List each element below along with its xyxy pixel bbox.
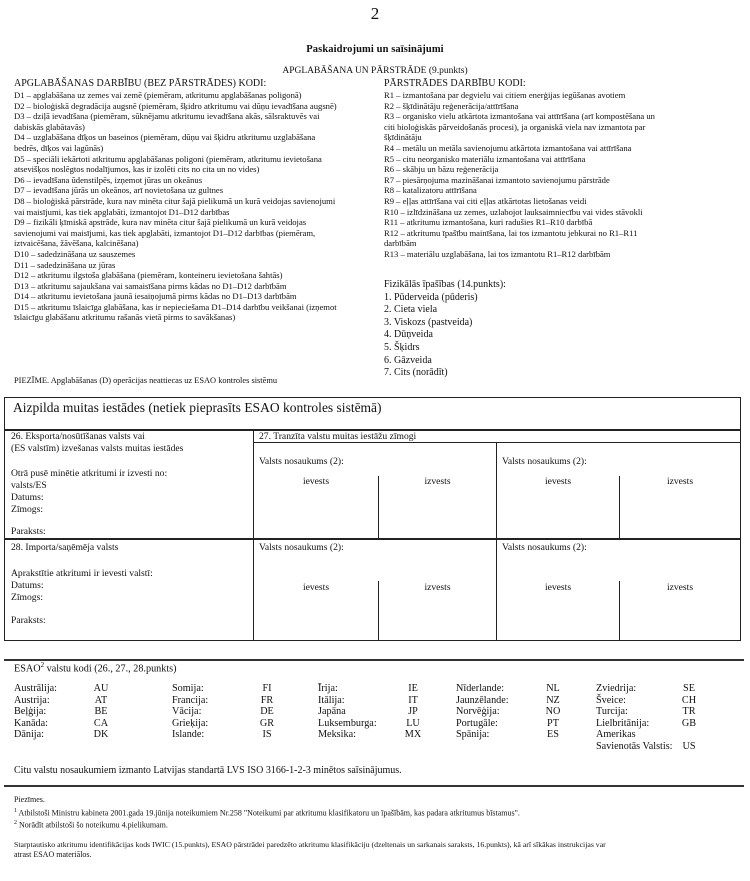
disposal-code-line: savienojumi vai maisījumi, kas tiek apglabāti, izmantojot D1–D12 darbības (piemēram,	[14, 227, 316, 238]
disposal-code-line: īslaicīgu glabāšanu atkritumu rašanās vietā pirms to savākšanas)	[14, 312, 236, 323]
recovery-code-line: R8 – katalizatoru attīrīšana	[384, 185, 477, 196]
country-name: Vācija:	[172, 706, 202, 718]
box27-out-2[interactable]: izvests	[666, 476, 694, 487]
country-name: Grieķija:	[172, 717, 209, 729]
box28-imported-to: Aprakstītie atkritumi ir ievesti valstī:	[11, 568, 153, 579]
divider	[496, 442, 497, 640]
physical-list	[384, 292, 634, 380]
country-code: JP	[408, 706, 418, 718]
box27-label: 27. Tranzīta valstu muitas iestāžu zīmogi	[259, 431, 417, 442]
country-name: Jaunzēlande:	[456, 694, 509, 706]
country-code: AT	[94, 694, 108, 706]
country-name: Kanāda:	[14, 717, 48, 729]
country-name: Portugāle:	[456, 717, 498, 729]
disposal-code-line: vai maisījumi, kas tiek apglabāti, izmantojot D1–D12 darbības	[14, 206, 230, 217]
disposal-code-line: D1 – apglabāšana uz zemes vai zemē (piemēram, atkritumu apglabāšanas poligonā)	[14, 90, 302, 100]
recovery-code-line: R1 – izmantošana par degvielu vai citiem enerģijas iegūšanas avotiem	[384, 90, 626, 100]
country-name: Šveice:	[596, 694, 626, 706]
footnote-ref: 2	[40, 661, 45, 669]
country-code: DE	[260, 706, 274, 718]
country-code: IT	[408, 694, 418, 706]
box28-in-2[interactable]: ievests	[544, 582, 572, 593]
recovery-code-line: R5 – citu neorganisko materiālu izmantošana vai attīrīšana	[384, 153, 586, 164]
country-name: Zviedrija:	[596, 683, 637, 694]
country-name: Islande:	[172, 729, 205, 741]
recovery-code-line: R10 – izlīdzināšana uz zemes, uzlabojot lauksaimniecību vai vides stāvokli	[384, 206, 643, 217]
country-code: NZ	[546, 694, 560, 706]
physical-header: Fizikālās īpašības (14.punkts):	[384, 279, 506, 290]
recovery-code-line: R2 – šķīdinātāju reģenerācija/attīrīšana	[384, 100, 519, 111]
recovery-codes	[384, 78, 734, 260]
recovery-code-line: R11 – atkritumu izmantošana, kuri radušies R1–R10 darbībā	[384, 217, 593, 228]
customs-table	[4, 397, 741, 641]
footnotes-heading: Piezīmes.	[14, 795, 45, 804]
recovery-code-line: R9 – eļļas attīrīšana vai citi eļļas atkārtotas lietošanas veidi	[384, 195, 587, 206]
disposal-code-line: atsevišķos noslēgtos nodalījumos, kas ir izolēti cits no cita un no vides)	[14, 164, 260, 175]
country-name: Lielbritānija:	[596, 717, 650, 729]
country-name: Amerikas	[596, 729, 636, 741]
disposal-codes	[14, 78, 384, 323]
divider	[5, 538, 740, 540]
box26-date-field[interactable]: Datums:	[11, 492, 44, 503]
box28-out-2[interactable]: izvests	[666, 582, 694, 593]
physical-property-item: 4. Dūņveida	[384, 329, 433, 341]
disposal-code-line: D3 – dziļā ievadīšana (piemēram, sūknējamu atkritumu ievadīšana akās, sālsraktuvēs vai	[14, 111, 320, 122]
disposal-code-line: D13 – atkritumu sajaukšana vai samaisīšana pirms kādas no D1–D12 darbībām	[14, 280, 287, 291]
country-name: Beļģija:	[14, 706, 47, 718]
divider	[4, 785, 744, 787]
box27-in-2[interactable]: ievests	[544, 476, 572, 487]
country-name: Turcija:	[596, 706, 628, 718]
box28-label: 28. Importa/saņēmēja valsts	[11, 542, 119, 553]
disposal-code-line: D2 – bioloģiskā degradācija augsnē (piemēram, šķidro atkritumu vai dūņu ievadīšana augsnē)	[14, 100, 337, 111]
physical-property-item: 1. Pūderveida (pūderis)	[384, 291, 478, 303]
recovery-code-line: R4 – metālu un metāla savienojumu atkārtota izmantošana vai attīrīšana	[384, 142, 632, 153]
footnote-2: $^2$ Norādīt atbilstoši šo noteikumu 4.pielikumam.	[14, 820, 168, 830]
disposal-code-line: D6 – ievadīšana ūdenstilpēs, izņemot jūras un okeānus	[14, 174, 203, 185]
box28-country-2[interactable]: Valsts nosaukums (2):	[502, 542, 587, 553]
physical-property-item: 6. Gāzveida	[384, 354, 432, 366]
physical-property-item: 3. Viskozs (pastveida)	[384, 316, 473, 328]
box28-in-1[interactable]: ievests	[302, 582, 330, 593]
country-code: PT	[547, 717, 559, 729]
recovery-list	[384, 90, 734, 260]
country-name: Francija:	[172, 694, 209, 706]
esao-codes-title: ESAO$^2$ valstu kodi (26., 27., 28.punkts)	[14, 661, 177, 675]
box27-out-1[interactable]: izvests	[424, 476, 451, 487]
disposal-code-line: D10 – sadedzināšana uz sauszemes	[14, 248, 136, 259]
box26-country[interactable]: valsts/ES	[11, 480, 47, 491]
section-subtitle: APGLABĀŠANA UN PĀRSTRĀDE (9.punkts)	[282, 66, 468, 76]
recovery-code-line: citi bioloģiskās pārveidošanās procesi), ja organiskā viela nav izmantota par	[384, 121, 646, 132]
box26-label: 26. Eksporta/nosūtīšanas valsts vai	[11, 431, 145, 442]
country-code: AU	[93, 683, 109, 694]
country-code: ES	[547, 729, 559, 741]
recovery-header: PĀRSTRĀDES DARBĪBU KODI:	[384, 78, 526, 89]
country-name: Savienotās Valstis:	[596, 741, 673, 752]
country-name: Somija:	[172, 683, 204, 694]
recovery-code-line: R6 – skābju un bāzu reģenerācija	[384, 164, 499, 175]
disposal-header: APGLABĀŠANAS DARBĪBU (BEZ PĀRSTRĀDES) KODI:	[14, 78, 267, 89]
country-code: NO	[545, 706, 561, 718]
country-code: FI	[262, 683, 272, 694]
box28-out-1[interactable]: izvests	[424, 582, 451, 593]
box26-sublabel: (ES valstīm) izvešanas valsts muitas iestādes	[11, 443, 184, 454]
disposal-list	[14, 90, 384, 323]
recovery-code-line: R7 – piesārņojuma mazināšanai izmantoto savienojumu pārstrāde	[384, 174, 610, 185]
disposal-note: PIEZĪME. Apglabāšanas (D) operācijas neattiecas uz ESAO kontroles sistēmu	[14, 376, 278, 385]
closing-text-1: Starptautisko atkritumu identifikācijas kods IWIC (15.punkts), ESAO pārstrādei paredzēto atkritumu klasifikāciju (dzeltenais un sarkanais saraksts, 16.punkts), kā arī sīkākas instrukcijas var	[14, 840, 606, 849]
disposal-code-line: D7 – ievadīšana jūrās un okeānos, arī novietošana uz gultnes	[14, 185, 224, 196]
box26-stamp-field[interactable]: Zīmogs:	[11, 504, 43, 515]
country-code: DK	[93, 729, 109, 741]
country-code: FR	[260, 694, 274, 706]
box28-stamp-field[interactable]: Zīmogs:	[11, 592, 43, 603]
other-countries-note: Citu valstu nosaukumiem izmanto Latvijas standartā LVS ISO 3166-1-2-3 minētos saīsinājumus.	[14, 765, 402, 776]
country-name: Austrija:	[14, 694, 50, 706]
country-code: CH	[681, 694, 697, 706]
page-number: 2	[370, 4, 380, 23]
country-name: Nīderlande:	[456, 683, 505, 694]
country-code: US	[682, 741, 696, 752]
recovery-code-line: darbībām	[384, 238, 417, 249]
country-name: Spānija:	[456, 729, 490, 741]
country-code: TR	[682, 706, 696, 718]
country-name: Luksemburga:	[318, 717, 377, 729]
physical-properties	[384, 279, 634, 380]
disposal-code-line: dabiskās glabātavās)	[14, 121, 85, 132]
physical-property-item: 2. Cieta viela	[384, 304, 438, 316]
footnote-1: $^1$ Atbilstoši Ministru kabineta 2001.gada 19.jūnija noteikumiem Nr.258 "Noteikumi par atkritumu klasifikatoru un īpašībām, kas padara atkritumus bīstamus".	[14, 808, 520, 818]
disposal-code-line: D11 – sadedzināšana uz jūras	[14, 259, 116, 270]
country-name: Dānija:	[14, 729, 44, 741]
box27-country-2[interactable]: Valsts nosaukums (2):	[502, 456, 587, 467]
disposal-code-line: D8 – bioloģiskā pārstrāde, kura nav minēta citur šajā pielikumā un kurā veidojas savienojumi	[14, 195, 336, 206]
disposal-code-line: D15 – atkritumu īslaicīga glabāšana, kas ir nepieciešama D1–D14 darbību veikšanai (izņemot	[14, 301, 337, 312]
divider	[253, 429, 254, 640]
country-code: IS	[262, 729, 272, 741]
disposal-code-line: iztvaicēšana, žāvēšana, kalcinēšana)	[14, 238, 139, 249]
country-code: CA	[93, 717, 109, 729]
country-name: Itālija:	[318, 694, 345, 706]
country-name: Austrālija:	[14, 683, 58, 694]
recovery-code-line: šķīdinātāju	[384, 132, 422, 143]
customs-title: Aizpilda muitas iestādes (netiek pieprasīts ESAO kontroles sistēmā)	[13, 400, 382, 415]
country-name: Īrija:	[318, 683, 338, 694]
country-code: LU	[406, 717, 420, 729]
box28-date-field[interactable]: Datums:	[11, 580, 44, 591]
recovery-code-line: R13 – materiālu uzglabāšana, lai tos izmantotu R1–R12 darbībām	[384, 248, 611, 259]
box26-signature-field[interactable]: Paraksts:	[11, 526, 46, 537]
country-code: GR	[259, 717, 275, 729]
country-code: GB	[681, 717, 697, 729]
country-code: MX	[404, 729, 422, 741]
country-name: Norvēģija:	[456, 706, 500, 718]
recovery-code-line: R12 – atkritumu īpašību mainīšana, lai tos izmantotu jebkurai no R1–R11	[384, 227, 638, 238]
country-name: Meksika:	[318, 729, 356, 741]
disposal-code-line: bedrēs, dīķos vai lagūnās)	[14, 142, 104, 153]
disposal-code-line: D9 – fizikāli ķīmiskā apstrāde, kura nav minēta citur šajā pielikumā un kurā veidojas	[14, 217, 307, 228]
country-code: IE	[408, 683, 418, 694]
disposal-code-line: D12 – atkritumu ilgstoša glabāšana (piemēram, konteineru ievietošana šahtās)	[14, 270, 283, 281]
country-code: BE	[94, 706, 108, 718]
physical-property-item: 5. Šķidrs	[384, 341, 420, 353]
disposal-code-line: D4 – uzglabāšana dīķos un baseinos (piemēram, dūņu vai šķidru atkritumu uzglabāšana	[14, 132, 316, 143]
disposal-code-line: D5 – speciāli iekārtoti atkritumu apglabāšanas poligoni (piemēram, atkritumu ievietošana	[14, 153, 322, 164]
box26-exported-from: Otrā pusē minētie atkritumi ir izvesti no:	[11, 468, 168, 479]
box27-in-1[interactable]: ievests	[302, 476, 330, 487]
country-name: Japāna	[318, 706, 346, 718]
box28-signature-field[interactable]: Paraksts:	[11, 615, 46, 626]
disposal-code-line: D14 – atkritumu ievietošana jaunā iesaiņojumā pirms kādas no D1–D13 darbībām	[14, 291, 297, 302]
physical-property-item: 7. Cits (norādīt)	[384, 367, 448, 379]
country-code: SE	[683, 683, 695, 694]
closing-text-2: atrast ESAO materiālos.	[14, 850, 92, 859]
box27-country-1[interactable]: Valsts nosaukums (2):	[259, 456, 344, 467]
box28-country-1[interactable]: Valsts nosaukums (2):	[259, 542, 344, 553]
page-title: Paskaidrojumi un saīsinājumi	[306, 44, 444, 55]
country-code: NL	[546, 683, 560, 694]
recovery-code-line: R3 – organisko vielu atkārtota izmantošana vai attīrīšana (arī kompostēšana un	[384, 111, 655, 122]
